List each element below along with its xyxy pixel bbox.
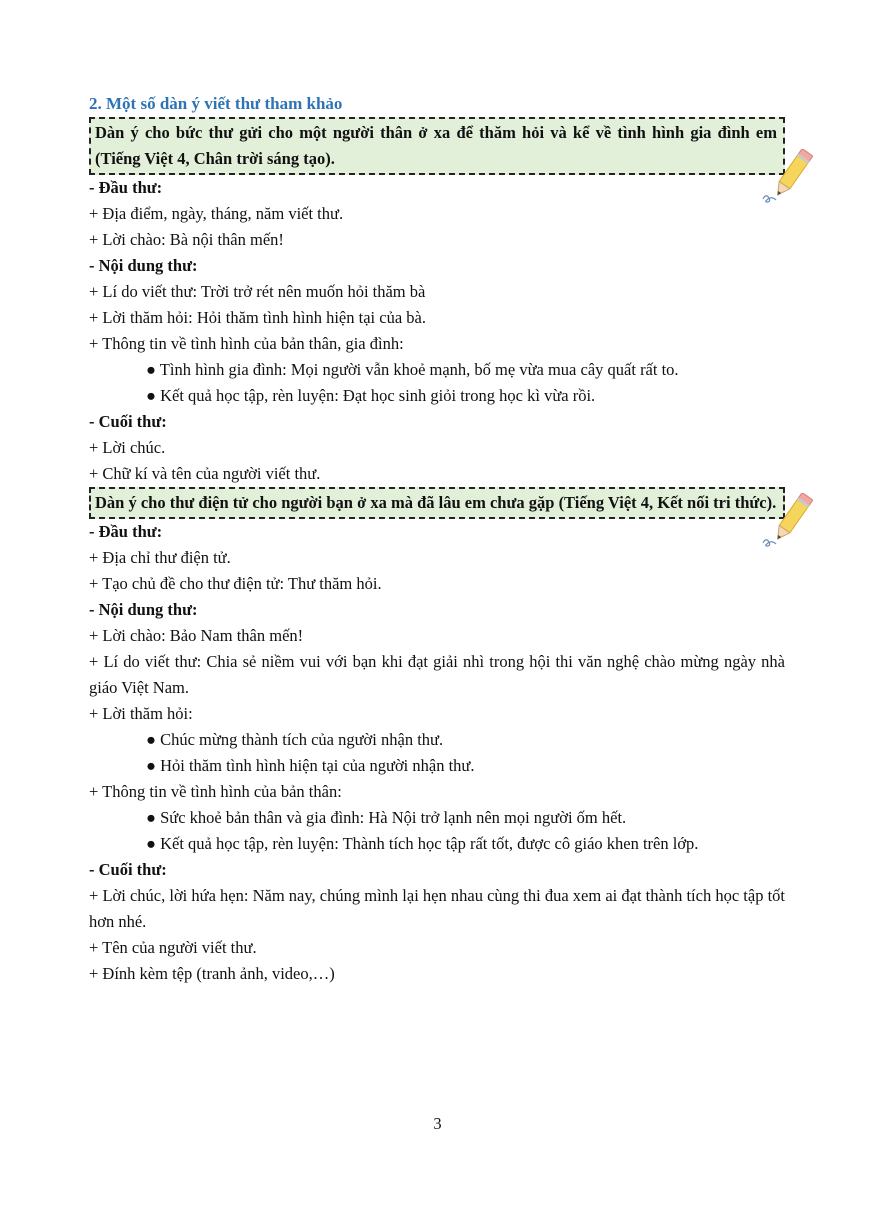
outline1-end-item: + Chữ kí và tên của người viết thư.: [89, 464, 321, 483]
outline2-body-item: + Lời chào: Bảo Nam thân mến!: [89, 626, 304, 645]
outline1-callout-text: Dàn ý cho bức thư gửi cho một người thân ở xa để thăm hỏi và kể về tình hình gia đình em (Tiếng Việt 4, Chân trời sáng tạo).: [95, 123, 777, 168]
outline1-end-label: - Cuối thư:: [89, 412, 167, 431]
outline2-greeting-bullet: ● Chúc mừng thành tích của người nhận thư.: [146, 730, 444, 749]
outline2-head-item: + Địa chỉ thư điện tử.: [89, 548, 231, 567]
outline1-head-label: - Đầu thư:: [89, 178, 163, 197]
outline1-body-item: + Thông tin về tình hình của bản thân, gia đình:: [89, 334, 404, 353]
outline1-body-item: + Lí do viết thư: Trời trở rét nên muốn hỏi thăm bà: [89, 282, 426, 301]
pencil-icon: [761, 149, 813, 207]
outline2-info-item: + Thông tin về tình hình của bản thân:: [89, 782, 342, 801]
outline2-head-label: - Đầu thư:: [89, 522, 163, 541]
outline1-body-bullet: ● Tình hình gia đình: Mọi người vẫn khoẻ mạnh, bố mẹ vừa mua cây quất rất to.: [146, 360, 679, 379]
outline2-end-item: + Đính kèm tệp (tranh ảnh, video,…): [89, 964, 335, 983]
section-title: 2. Một số dàn ý viết thư tham khảo: [89, 94, 343, 113]
page-number: 3: [433, 1114, 442, 1133]
outline2-end-item: + Tên của người viết thư.: [89, 938, 257, 957]
outline2-head-item: + Tạo chủ đề cho thư điện tử: Thư thăm hỏi.: [89, 574, 382, 593]
outline2-callout-text: Dàn ý cho thư điện tử cho người bạn ở xa mà đã lâu em chưa gặp (Tiếng Việt 4, Kết nối tri thức).: [95, 493, 777, 512]
outline2-body-item: + Lí do viết thư: Chia sẻ niềm vui với bạn khi đạt giải nhì trong hội thi văn nghệ chào mừng ngày nhà giáo Việt Nam.: [89, 652, 785, 697]
outline2-end-label: - Cuối thư:: [89, 860, 167, 879]
outline2-greeting-bullet: ● Hỏi thăm tình hình hiện tại của người nhận thư.: [146, 756, 475, 775]
outline1-end-item: + Lời chúc.: [89, 438, 166, 457]
outline1-body-bullet: ● Kết quả học tập, rèn luyện: Đạt học sinh giỏi trong học kì vừa rồi.: [146, 386, 596, 405]
outline2-body-item: + Lời thăm hỏi:: [89, 704, 193, 723]
pencil-icon: [761, 493, 813, 551]
outline1-body-label: - Nội dung thư:: [89, 256, 198, 275]
outline2-body-label: - Nội dung thư:: [89, 600, 198, 619]
outline1-head-item: + Địa điểm, ngày, tháng, năm viết thư.: [89, 204, 344, 223]
document-page: [89, 92, 785, 987]
outline1-body-item: + Lời thăm hỏi: Hỏi thăm tình hình hiện tại của bà.: [89, 308, 426, 327]
outline2-info-bullet: ● Kết quả học tập, rèn luyện: Thành tích học tập rất tốt, được cô giáo khen trên lớp.: [146, 834, 699, 853]
outline2-end-item: + Lời chúc, lời hứa hẹn: Năm nay, chúng mình lại hẹn nhau cùng thi đua xem ai đạt thành tích học tập tốt hơn nhé.: [89, 886, 785, 931]
outline2-info-bullet: ● Sức khoẻ bản thân và gia đình: Hà Nội trở lạnh nên mọi người ốm hết.: [146, 808, 627, 827]
outline2-callout: [89, 487, 785, 519]
outline1-head-item: + Lời chào: Bà nội thân mến!: [89, 230, 284, 249]
outline1-callout: [89, 117, 785, 175]
